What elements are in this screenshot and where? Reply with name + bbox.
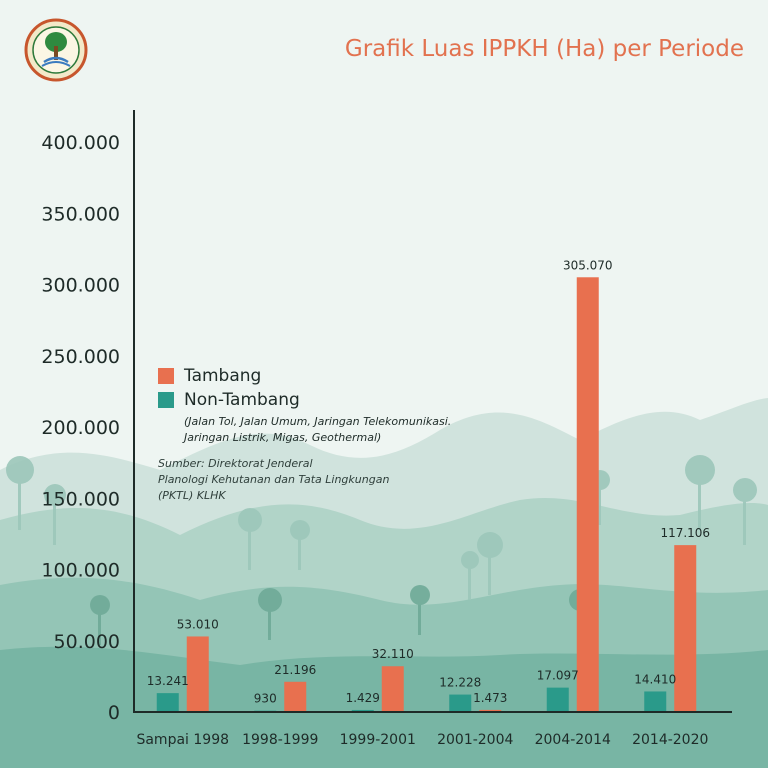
legend-label-tambang: Tambang bbox=[184, 366, 262, 386]
data-label: 17.097 bbox=[536, 668, 579, 683]
data-label: 21.196 bbox=[274, 662, 317, 677]
data-label: 117.106 bbox=[660, 526, 711, 541]
data-label: 1.429 bbox=[345, 690, 380, 705]
legend-item-non-tambang bbox=[158, 388, 451, 412]
data-label: 12.228 bbox=[439, 675, 482, 690]
source-line2: Planologi Kehutanan dan Tata Lingkungan bbox=[158, 473, 390, 486]
y-tick-label: 150.000 bbox=[41, 488, 120, 511]
bar-non-tambang bbox=[644, 691, 666, 712]
bar-tambang bbox=[577, 277, 599, 712]
bar-tambang bbox=[187, 636, 209, 712]
y-tick-label: 0 bbox=[107, 702, 120, 724]
legend-note bbox=[184, 414, 451, 446]
x-tick-label: 2004-2014 bbox=[534, 732, 611, 748]
data-label: 32.110 bbox=[371, 647, 414, 662]
source-note bbox=[158, 456, 418, 504]
bar-non-tambang bbox=[449, 695, 471, 712]
bar-non-tambang bbox=[547, 688, 569, 712]
y-tick-label: 100.000 bbox=[41, 559, 120, 582]
y-tick-label: 50.000 bbox=[53, 630, 120, 653]
data-label: 930 bbox=[253, 691, 277, 706]
legend-note-line1: (Jalan Tol, Jalan Umum, Jaringan Telekomunikasi. bbox=[184, 415, 452, 428]
bar-tambang bbox=[674, 545, 696, 712]
y-tick-label: 200.000 bbox=[41, 417, 120, 439]
x-tick-label: 1999-2001 bbox=[339, 732, 416, 748]
x-tick-label: Sampai 1998 bbox=[136, 732, 230, 748]
legend bbox=[158, 364, 451, 446]
data-label: 305.070 bbox=[562, 258, 613, 273]
x-tick-label: 2001-2004 bbox=[437, 732, 514, 748]
legend-label-non-tambang: Non-Tambang bbox=[184, 390, 300, 410]
bar-tambang bbox=[382, 666, 404, 712]
y-tick-label: 400.000 bbox=[41, 132, 120, 154]
data-label: 14.410 bbox=[634, 672, 677, 687]
bar-tambang bbox=[284, 682, 306, 712]
legend-note-line2: Jaringan Listrik, Migas, Geothermal) bbox=[184, 431, 382, 444]
data-label: 13.241 bbox=[146, 674, 189, 689]
y-tick-label: 250.000 bbox=[41, 345, 120, 368]
data-label: 1.473 bbox=[473, 690, 508, 705]
legend-item-tambang bbox=[158, 364, 451, 388]
source-line3: (PKTL) KLHK bbox=[158, 489, 226, 502]
y-tick-label: 350.000 bbox=[41, 203, 120, 226]
x-tick-label: 2014-2020 bbox=[632, 732, 709, 748]
x-axis-ticks bbox=[136, 732, 708, 748]
y-tick-label: 300.000 bbox=[41, 274, 120, 297]
bar-non-tambang bbox=[157, 693, 179, 712]
legend-swatch-non-tambang bbox=[158, 392, 174, 408]
x-tick-label: 1998-1999 bbox=[242, 732, 319, 748]
source-line1: Sumber: Direktorat Jenderal bbox=[158, 457, 313, 470]
y-axis-ticks bbox=[41, 132, 120, 724]
legend-swatch-tambang bbox=[158, 368, 174, 384]
data-label: 53.010 bbox=[176, 617, 219, 632]
chart-title: Grafik Luas IPPKH (Ha) per Periode bbox=[344, 36, 744, 62]
